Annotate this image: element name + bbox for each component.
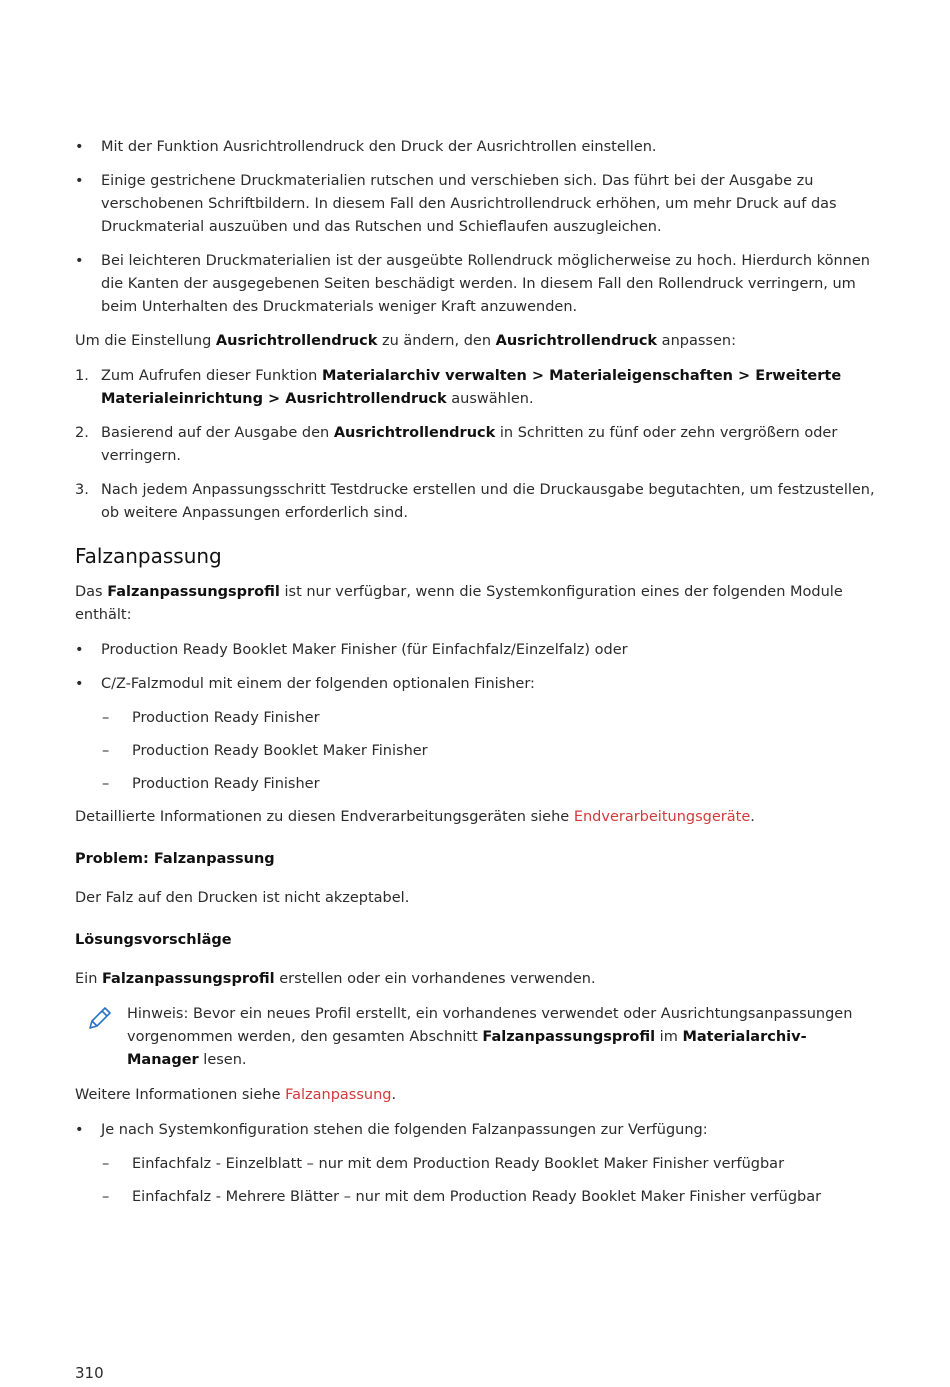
- list-item-text: Production Ready Finisher: [132, 776, 320, 792]
- list-item: [75, 250, 875, 319]
- list-item-text: Einfachfalz - Einzelblatt – nur mit dem Production Ready Booklet Maker Finisher verfügbar: [132, 1156, 785, 1172]
- text-span: Basierend auf der Ausgabe den: [101, 425, 334, 441]
- note-text: [127, 1003, 875, 1072]
- bold-term: Falzanpassungsprofil: [102, 971, 275, 987]
- problem-text: Der Falz auf den Drucken ist nicht akzeptabel.: [75, 890, 410, 906]
- list-item-text: Production Ready Booklet Maker Finisher (für Einfachfalz/Einzelfalz) oder: [101, 642, 628, 658]
- sub-list-item: [75, 773, 875, 796]
- numbered-step: [75, 422, 875, 468]
- sub-list-item: [75, 1186, 875, 1209]
- list-item-text: Je nach Systemkonfiguration stehen die folgenden Falzanpassungen zur Verfügung:: [101, 1122, 708, 1138]
- step-number: 3.: [75, 482, 89, 498]
- list-item: [75, 1119, 875, 1142]
- text-span: .: [391, 1087, 397, 1103]
- sub-list-item: [75, 707, 875, 730]
- list-item: [75, 673, 875, 696]
- note-box: [75, 1003, 875, 1072]
- solutions-heading: Lösungsvorschläge: [75, 932, 232, 948]
- text-span: Das: [75, 584, 108, 600]
- intro-paragraph: [75, 330, 875, 353]
- section-heading: Falzanpassung: [75, 544, 222, 568]
- list-item-text: Einige gestrichene Druckmaterialien rutschen und verschieben sich. Das führt bei der Ausgabe zu verschobenen Schriftbildern. In diesem Fall den Ausrichtrollendruck erhöhen, um mehr Druck auf das Druckmaterial auszuüben und das Rutschen und Schieflaufen auszugleichen.: [101, 173, 837, 235]
- list-item: [75, 136, 875, 159]
- text-span: ist nur verfügbar, wenn die Systemkonfiguration eines der folgenden Module enthält:: [75, 584, 843, 623]
- pencil-icon: [87, 1005, 113, 1031]
- section-intro: [75, 581, 875, 627]
- text-span: lesen.: [198, 1052, 247, 1068]
- step-number: 1.: [75, 368, 89, 384]
- falzanpassung-link[interactable]: Falzanpassung: [285, 1087, 392, 1103]
- details-paragraph: [75, 806, 875, 829]
- list-item-text: C/Z-Falzmodul mit einem der folgenden optionalen Finisher:: [101, 676, 535, 692]
- list-item: [75, 170, 875, 239]
- text-span: anpassen:: [657, 333, 736, 349]
- numbered-step: [75, 365, 875, 411]
- list-item-text: Production Ready Finisher: [132, 710, 320, 726]
- list-item-text: Einfachfalz - Mehrere Blätter – nur mit dem Production Ready Booklet Maker Finisher verfügbar: [132, 1189, 822, 1205]
- text-span: .: [750, 809, 755, 825]
- text-span: Nach jedem Anpassungsschritt Testdrucke erstellen und die Druckausgabe begutachten, um festzustellen, ob weitere Anpassungen erforderlich sind.: [101, 482, 875, 521]
- text-span: zu ändern, den: [377, 333, 496, 349]
- step-number: 2.: [75, 425, 89, 441]
- list-item-text: Mit der Funktion Ausrichtrollendruck den Druck der Ausrichtrollen einstellen.: [101, 139, 657, 155]
- sub-list-item: [75, 740, 875, 763]
- text-span: Detaillierte Informationen zu diesen Endverarbeitungsgeräten siehe: [75, 809, 574, 825]
- text-span: Weitere Informationen siehe: [75, 1087, 286, 1103]
- page-content: [75, 136, 875, 1219]
- more-info-paragraph: [75, 1084, 875, 1107]
- page-number: 310: [75, 1364, 104, 1382]
- numbered-step: [75, 479, 875, 525]
- list-item: [75, 639, 875, 662]
- text-span: im: [655, 1029, 683, 1045]
- bold-term: Materialarchiv-Manager: [127, 1029, 807, 1068]
- bold-term: Falzanpassungsprofil: [482, 1029, 656, 1045]
- list-item-text: Production Ready Booklet Maker Finisher: [132, 743, 428, 759]
- endverarbeitungsgeraete-link[interactable]: Endverarbeitungsgeräte: [573, 809, 751, 825]
- list-item-text: Bei leichteren Druckmaterialien ist der ausgeübte Rollendruck möglicherweise zu hoch. Hierdurch können die Kanten der ausgegebenen Seiten beschädigt werden. In diesem Fall den Rollendruck verringern, um beim Unterhalten des Druckmaterials weniger Kraft anzuwenden.: [101, 253, 870, 315]
- bold-term: Ausrichtrollendruck: [333, 425, 496, 441]
- solution-text: [75, 968, 875, 991]
- text-span: Ein: [75, 971, 102, 987]
- problem-heading: Problem: Falzanpassung: [75, 851, 275, 867]
- sub-list-item: [75, 1153, 875, 1176]
- bold-term: Falzanpassungsprofil: [107, 584, 280, 600]
- bold-term: Ausrichtrollendruck: [215, 333, 378, 349]
- text-span: Um die Einstellung: [75, 333, 216, 349]
- bold-term: Ausrichtrollendruck: [495, 333, 658, 349]
- text-span: Zum Aufrufen dieser Funktion: [101, 368, 322, 384]
- text-span: Hinweis: Bevor ein neues Profil erstellt, ein vorhandenes verwendet oder Ausrichtungsanpassungen vorgenommen werden, den gesamten Abschnitt: [127, 1006, 853, 1045]
- text-span: in Schritten zu fünf oder zehn vergrößern oder verringern.: [101, 425, 838, 464]
- menu-path: Materialarchiv verwalten > Materialeigenschaften > Erweiterte Materialeinrichtung > Ausrichtrollendruck: [101, 368, 842, 407]
- text-span: auswählen.: [446, 391, 534, 407]
- text-span: erstellen oder ein vorhandenes verwenden.: [274, 971, 596, 987]
